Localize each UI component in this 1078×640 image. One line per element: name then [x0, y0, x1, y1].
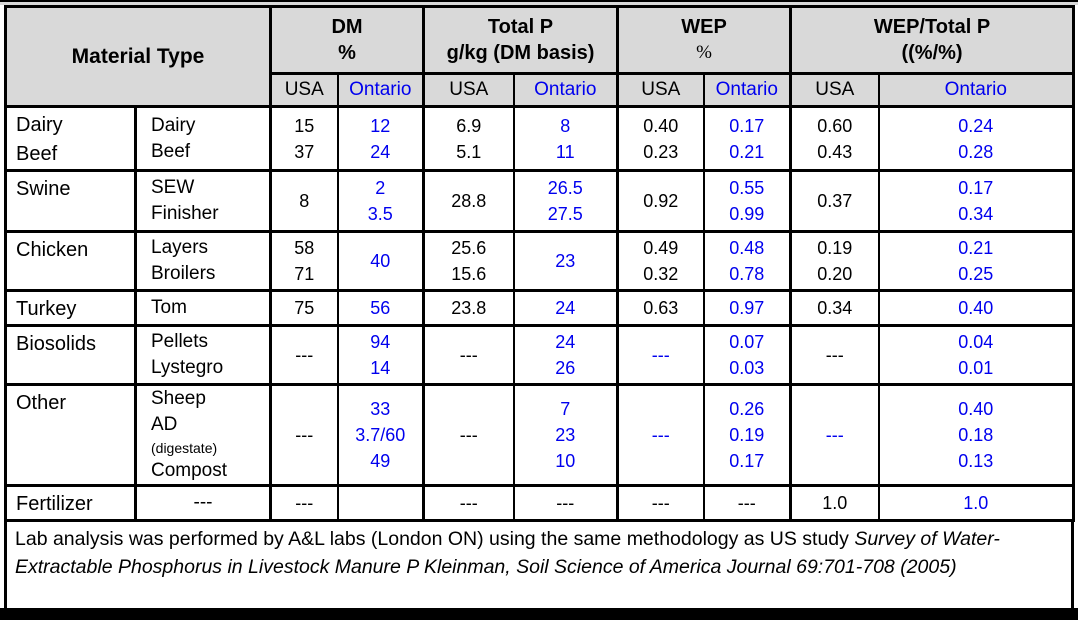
material-group-cell	[6, 171, 136, 232]
cell-line: 11	[555, 141, 575, 162]
table-row	[6, 326, 1074, 385]
col-header-usa: USA	[271, 74, 338, 107]
data-cell	[618, 291, 704, 326]
cell-line: 0.60	[817, 115, 853, 136]
data-cell	[514, 291, 618, 326]
table-row	[6, 171, 1074, 232]
col-header-total-p	[424, 7, 618, 74]
footnote-text: Lab analysis was performed by A&L labs (London ON) using the same methodology as US study	[15, 528, 855, 550]
table-body	[6, 107, 1074, 521]
cell-line: 0.99	[729, 204, 765, 224]
cell-line: 0.49	[643, 238, 679, 258]
data-cell	[338, 385, 424, 486]
data-cell	[424, 232, 514, 291]
cell-line: Beef	[16, 143, 58, 165]
data-cell	[791, 171, 879, 232]
cell-line: Fertilizer	[16, 493, 93, 515]
cell-line: Swine	[16, 178, 71, 200]
col-header-material-type: Material Type	[6, 7, 271, 107]
cell-line: 71	[294, 264, 315, 284]
cell-line: ---	[459, 425, 478, 445]
data-cell	[704, 107, 791, 171]
cell-line: 23	[555, 251, 576, 271]
cell-line: 49	[370, 451, 391, 471]
data-cell	[791, 107, 879, 171]
cell-line: 6.9	[456, 115, 482, 136]
cell-line: 0.34	[817, 298, 853, 318]
data-cell	[704, 232, 791, 291]
data-cell	[704, 486, 791, 521]
cell-line: ---	[295, 425, 314, 445]
table-container	[0, 5, 1078, 608]
table-row	[6, 107, 1074, 171]
cell-line: 0.17	[729, 115, 765, 136]
data-cell	[618, 232, 704, 291]
cell-line: 75	[294, 298, 315, 318]
cell-line: Turkey	[16, 298, 77, 320]
col-header-usa: USA	[791, 74, 879, 107]
material-group-cell	[6, 107, 136, 171]
cell-line: 25.6	[451, 238, 487, 258]
cell-line: 56	[370, 298, 391, 318]
material-group-cell	[6, 486, 136, 521]
cell-line: 0.17	[729, 451, 765, 471]
cell-line: ---	[651, 345, 670, 365]
data-cell	[791, 326, 879, 385]
cell-line: 23.8	[451, 298, 487, 318]
cell-line: 94	[370, 332, 391, 352]
material-subtype-cell	[136, 385, 271, 486]
cell-line: 0.19	[817, 238, 853, 258]
cell-line: 24	[555, 332, 576, 352]
cell-line: 0.40	[643, 115, 679, 136]
data-cell	[271, 326, 338, 385]
cell-line: ---	[651, 493, 670, 513]
cell-line: 37	[294, 141, 315, 162]
data-cell	[271, 232, 338, 291]
material-group-cell	[6, 232, 136, 291]
cell-line: 3.5	[367, 204, 393, 224]
data-cell	[271, 107, 338, 171]
col-header-wep	[618, 7, 791, 74]
material-subtype-cell	[136, 486, 271, 521]
col-header-usa: USA	[424, 74, 514, 107]
cell-line: 0.92	[643, 191, 679, 211]
cell-line: Tom	[151, 297, 187, 318]
bottom-bar	[0, 608, 1078, 620]
cell-line: ---	[825, 345, 844, 365]
cell-line: 0.48	[729, 238, 765, 258]
data-cell	[271, 486, 338, 521]
cell-line: ---	[193, 492, 213, 513]
cell-line: 27.5	[547, 204, 583, 224]
data-cell	[514, 232, 618, 291]
data-cell	[338, 291, 424, 326]
data-cell	[424, 171, 514, 232]
footnote	[4, 522, 1074, 608]
data-cell	[514, 107, 618, 171]
data-cell	[271, 291, 338, 326]
cell-line: ---	[825, 425, 844, 445]
table-row	[6, 385, 1074, 486]
cell-line: 0.18	[958, 425, 994, 445]
cell-line: 0.23	[643, 141, 679, 162]
wep-comparison-table	[4, 5, 1075, 522]
data-cell	[618, 326, 704, 385]
col-header-ontario: Ontario	[879, 74, 1074, 107]
cell-line: SEW	[151, 177, 195, 198]
cell-line: 0.20	[817, 264, 853, 284]
data-cell	[618, 486, 704, 521]
material-subtype-cell	[136, 107, 271, 171]
table-row	[6, 486, 1074, 521]
col-header-usa: USA	[618, 74, 704, 107]
cell-line: 0.21	[729, 141, 765, 162]
col-header-line: WEP	[681, 16, 727, 38]
cell-line: Compost	[151, 460, 228, 481]
cell-line: Layers	[151, 237, 209, 258]
data-cell	[879, 232, 1074, 291]
cell-line: ---	[556, 493, 575, 513]
cell-line: 0.78	[729, 264, 765, 284]
cell-line: Broilers	[151, 263, 216, 284]
cell-line: 0.13	[958, 451, 994, 471]
data-cell	[514, 385, 618, 486]
data-cell	[424, 291, 514, 326]
data-cell	[791, 486, 879, 521]
cell-line: ---	[295, 493, 314, 513]
data-cell	[271, 171, 338, 232]
cell-line: 26.5	[547, 178, 583, 198]
cell-line: ---	[737, 493, 756, 513]
col-header-line: %	[338, 42, 356, 64]
cell-line: 24	[555, 298, 576, 318]
data-cell	[271, 385, 338, 486]
table-row	[6, 232, 1074, 291]
table-row	[6, 291, 1074, 326]
col-header-line: Total P	[487, 16, 554, 38]
cell-line: 0.04	[958, 332, 994, 352]
col-header-line: %	[696, 42, 712, 63]
data-cell	[424, 385, 514, 486]
material-subtype-cell	[136, 232, 271, 291]
col-header-line: WEP/Total P	[873, 16, 991, 38]
data-cell	[424, 107, 514, 171]
data-cell	[338, 232, 424, 291]
cell-line: 0.32	[643, 264, 679, 284]
cell-line: 28.8	[451, 191, 487, 211]
col-header-ontario: Ontario	[338, 74, 424, 107]
data-cell	[879, 486, 1074, 521]
cell-line: 14	[370, 358, 391, 378]
data-cell	[791, 291, 879, 326]
cell-line: ---	[295, 345, 314, 365]
cell-line: 10	[555, 451, 576, 471]
cell-line: (digestate)	[151, 440, 218, 456]
header-row-groups	[6, 7, 1074, 74]
cell-line: 15.6	[451, 264, 487, 284]
cell-line: 12	[370, 115, 391, 136]
cell-line: ---	[459, 493, 478, 513]
cell-line: Pellets	[151, 331, 209, 352]
cell-line: 15	[294, 115, 315, 136]
cell-line: 0.40	[958, 399, 994, 419]
material-subtype-cell	[136, 291, 271, 326]
cell-line: 0.37	[817, 191, 853, 211]
cell-line: ---	[651, 425, 670, 445]
data-cell	[338, 326, 424, 385]
cell-line: 0.63	[643, 298, 679, 318]
cell-line: 40	[370, 251, 391, 271]
cell-line: 8	[299, 191, 310, 211]
data-cell	[704, 291, 791, 326]
footnote-citation: Survey of Water-Extractable Phosphorus in Livestock Manure P Kleinman, Soil Science of America Journal 69:701-708 (2005)	[15, 528, 1000, 578]
data-cell	[879, 291, 1074, 326]
col-header-line: ((%/%)	[901, 42, 963, 64]
data-cell	[514, 486, 618, 521]
material-subtype-cell	[136, 171, 271, 232]
cell-line: AD	[151, 414, 178, 435]
cell-line: 0.19	[729, 425, 765, 445]
cell-line: 1.0	[822, 493, 848, 513]
cell-line: 24	[370, 141, 391, 162]
col-header-wep-total-p	[791, 7, 1074, 74]
cell-line: 0.55	[729, 178, 765, 198]
data-cell	[879, 385, 1074, 486]
cell-line: Other	[16, 392, 67, 414]
cell-line: 0.25	[958, 264, 994, 284]
data-cell	[791, 385, 879, 486]
cell-line: 0.40	[958, 298, 994, 318]
col-header-ontario: Ontario	[704, 74, 791, 107]
col-header-dm	[271, 7, 424, 74]
cell-line: ---	[459, 345, 478, 365]
cell-line: 0.01	[958, 358, 994, 378]
cell-line: 0.34	[958, 204, 994, 224]
data-cell	[618, 107, 704, 171]
cell-line: 26	[555, 358, 576, 378]
cell-line: 7	[560, 399, 571, 419]
cell-line: 0.24	[958, 115, 994, 136]
col-header-line: DM	[331, 16, 363, 38]
cell-line: Dairy	[151, 114, 196, 136]
cell-line: 0.07	[729, 332, 765, 352]
col-header-line: g/kg (DM basis)	[446, 42, 595, 64]
data-cell	[338, 171, 424, 232]
data-cell	[338, 107, 424, 171]
data-cell	[618, 385, 704, 486]
cell-line: 8	[560, 115, 571, 136]
cell-line: 2	[375, 178, 386, 198]
cell-line: 0.97	[729, 298, 765, 318]
material-group-cell	[6, 385, 136, 486]
cell-line: Beef	[151, 140, 191, 162]
cell-line: 0.03	[729, 358, 765, 378]
col-header-ontario: Ontario	[514, 74, 618, 107]
material-group-cell	[6, 291, 136, 326]
cell-line: 58	[294, 238, 315, 258]
cell-line: Dairy	[16, 114, 63, 136]
data-cell	[424, 486, 514, 521]
material-group-cell	[6, 326, 136, 385]
data-cell	[704, 171, 791, 232]
data-cell	[338, 486, 424, 521]
cell-line: 0.17	[958, 178, 994, 198]
material-subtype-cell	[136, 326, 271, 385]
cell-line: 5.1	[456, 141, 482, 162]
data-cell	[879, 107, 1074, 171]
cell-line: Biosolids	[16, 333, 97, 355]
data-cell	[514, 171, 618, 232]
cell-line: 0.28	[958, 141, 994, 162]
cell-line: Lystegro	[151, 357, 224, 378]
cell-line: 33	[370, 399, 391, 419]
cell-line: Finisher	[151, 203, 219, 224]
data-cell	[424, 326, 514, 385]
cell-line: Sheep	[151, 388, 206, 409]
data-cell	[879, 326, 1074, 385]
cell-line: 0.43	[817, 141, 853, 162]
cell-line: 1.0	[963, 493, 989, 513]
cell-line: 3.7/60	[355, 425, 406, 445]
data-cell	[618, 171, 704, 232]
data-cell	[514, 326, 618, 385]
cell-line: 0.26	[729, 399, 765, 419]
cell-line: 23	[555, 425, 576, 445]
data-cell	[704, 385, 791, 486]
data-cell	[791, 232, 879, 291]
data-cell	[704, 326, 791, 385]
data-cell	[879, 171, 1074, 232]
cell-line: 0.21	[958, 238, 994, 258]
cell-line: Chicken	[16, 239, 89, 261]
